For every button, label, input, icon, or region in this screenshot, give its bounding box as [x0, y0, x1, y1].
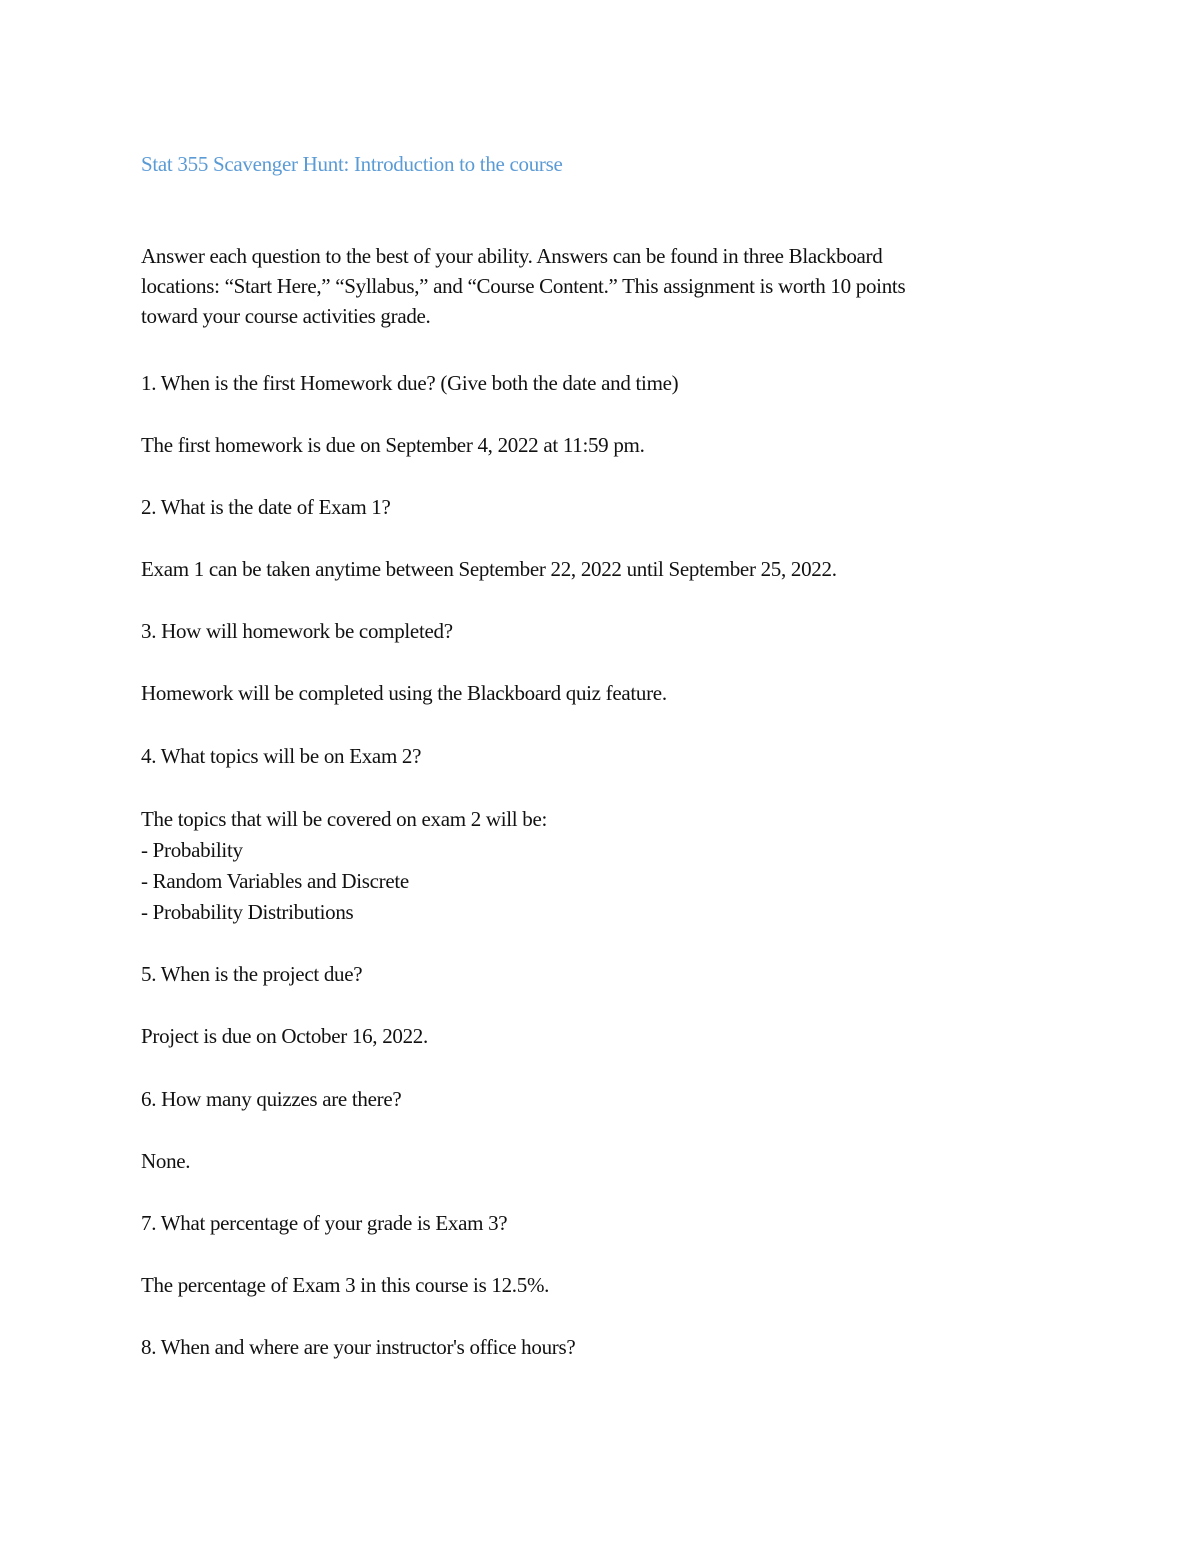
answer-6: None. — [141, 1149, 191, 1173]
question-4: 4. What topics will be on Exam 2? — [141, 744, 422, 768]
intro-line-2: locations: “Start Here,” “Syllabus,” and “Course Content.” This assignment is worth 10 points — [141, 274, 906, 298]
answer-1: The first homework is due on September 4, 2022 at 11:59 pm. — [141, 433, 645, 457]
question-2: 2. What is the date of Exam 1? — [141, 495, 391, 519]
question-8: 8. When and where are your instructor's office hours? — [141, 1335, 576, 1359]
question-7: 7. What percentage of your grade is Exam 3? — [141, 1211, 508, 1235]
question-1: 1. When is the first Homework due? (Give both the date and time) — [141, 371, 679, 395]
answer-3: Homework will be completed using the Blackboard quiz feature. — [141, 681, 667, 705]
answer-7: The percentage of Exam 3 in this course is 12.5%. — [141, 1273, 550, 1297]
answer-4-line-3: - Random Variables and Discrete — [141, 869, 409, 893]
answer-4-line-4: - Probability Distributions — [141, 900, 354, 924]
question-6: 6. How many quizzes are there? — [141, 1087, 402, 1111]
intro-line-1: Answer each question to the best of your ability. Answers can be found in three Blackboard — [141, 244, 883, 268]
answer-4-line-2: - Probability — [141, 838, 243, 862]
document-title: Stat 355 Scavenger Hunt: Introduction to the course — [141, 152, 563, 176]
question-3: 3. How will homework be completed? — [141, 619, 453, 643]
answer-4-line-1: The topics that will be covered on exam 2 will be: — [141, 807, 548, 831]
answer-5: Project is due on October 16, 2022. — [141, 1024, 428, 1048]
question-5: 5. When is the project due? — [141, 962, 363, 986]
intro-line-3: toward your course activities grade. — [141, 304, 431, 328]
answer-2: Exam 1 can be taken anytime between September 22, 2022 until September 25, 2022. — [141, 557, 837, 581]
